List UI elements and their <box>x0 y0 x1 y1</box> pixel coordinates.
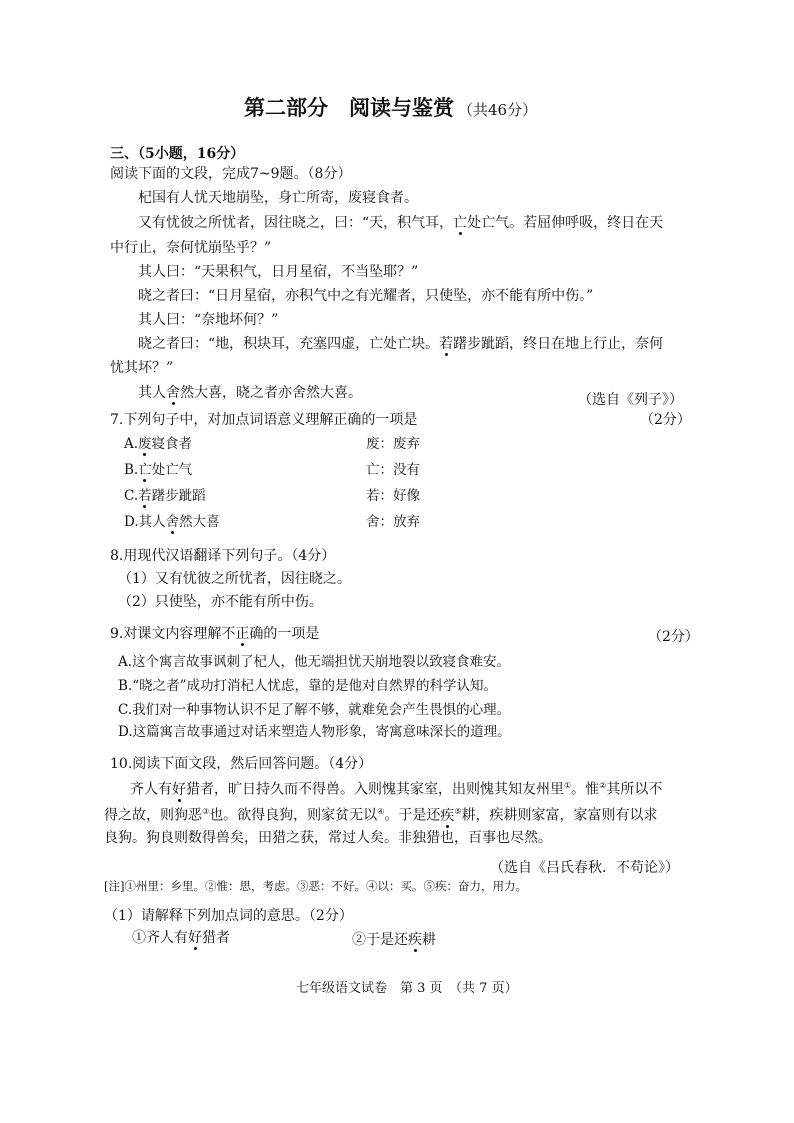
passage1-line2-a: 又有忧彼之所忧者，因往晓之，曰：“天，积气耳， <box>138 215 454 231</box>
q10-passage-line3: 良狗。狗良则数得兽矣，田猎之获，常过人矣。非独猎也，百事也尽然。 <box>104 830 552 846</box>
dotted-word: 疾 <box>408 932 422 948</box>
q7-stem: 7.下列句子中，对加点词语意义理解正确的一项是 <box>110 412 418 428</box>
note-marker: ④ <box>377 807 385 816</box>
dotted-word: 好 <box>172 781 186 798</box>
page-title-text: 第二部分 阅读与鉴赏 <box>244 95 454 120</box>
dotted-word: 若 <box>138 488 152 504</box>
q10-p1-a: 齐人有 <box>130 781 172 798</box>
q7-option-c <box>124 486 206 506</box>
passage1-line7 <box>138 334 663 354</box>
passage1-line7-a: 晓之者曰：“地，积块耳，充塞四虚，亡处亡块。 <box>138 336 440 352</box>
q10-passage-line1 <box>130 776 662 800</box>
q10-p1-c: 。惟 <box>571 781 600 798</box>
dotted-word: 舍 <box>165 514 180 530</box>
passage1-source: （选自《列子》） <box>578 392 683 408</box>
passage1-line9 <box>138 383 362 403</box>
page-footer: 七年级语文试卷 第 3 页 （共 7 页） <box>296 981 518 996</box>
q10-source: （选自《吕氏春秋．不苟论》） <box>490 860 679 876</box>
q10-p2-a: 得之故，则狗恶 <box>104 807 202 824</box>
passage1-line8: 忧其坏？” <box>110 360 174 376</box>
dotted-word: 疾 <box>440 807 455 824</box>
passage1-line9-b: 然大喜，晓之者亦舍然大喜。 <box>180 385 362 401</box>
option-text: 躇步跐蹈 <box>151 488 206 504</box>
dotted-word: 废 <box>138 436 152 452</box>
section-instruction: 阅读下面的文段，完成7~9题。（8分） <box>110 166 352 182</box>
note-marker: ③ <box>202 807 210 816</box>
q7-option-d <box>124 512 220 532</box>
q7-option-b <box>124 460 192 480</box>
q10-item-1 <box>132 928 230 948</box>
item-text: ②于是还 <box>352 932 408 948</box>
q8-stem: 8.用现代汉语翻译下列句子。（4分） <box>110 548 336 564</box>
q10-p2-b: 也。欲得良狗，则家贫无以 <box>209 807 378 824</box>
passage1-line2 <box>138 213 663 233</box>
q7-option-a <box>124 434 192 454</box>
q10-sub-question: （1）请解释下列加点词的意思。（2分） <box>104 908 353 924</box>
option-label: D.其人 <box>124 514 166 530</box>
page-title-score: （共46分） <box>458 101 538 119</box>
dotted-word: 好 <box>188 930 202 946</box>
item-text: 猎者 <box>202 930 230 946</box>
q9-score: （2分） <box>648 629 699 645</box>
passage1-line2-b: 处亡气。若屈伸呼吸，终日在天 <box>467 215 664 231</box>
passage1-line7-b: 躇步跐蹈，终日在地上行止，奈何 <box>453 336 664 352</box>
section-heading: 三、（5小题，16分） <box>110 146 245 162</box>
q10-p2-c: 。于是还 <box>384 807 441 824</box>
q7-gloss-d: 舍：放弃 <box>366 514 420 530</box>
q7-gloss-b: 亡：没有 <box>366 462 420 478</box>
q8-sentence-1: （1）又有忧彼之所忧者，因往晓之。 <box>118 571 351 587</box>
q9-stem-b: 的一项是 <box>263 626 320 642</box>
q7-gloss-c: 若：好像 <box>366 488 420 504</box>
passage1-line1: 杞国有人忧天地崩坠，身亡所寄，废寝食者。 <box>138 190 418 206</box>
q7-score: （2分） <box>640 412 691 428</box>
passage1-line9-a: 其人 <box>138 385 166 401</box>
passage1-line6: 其人曰：“奈地坏何？” <box>138 312 279 328</box>
dotted-word: 不正确 <box>221 626 264 642</box>
passage1-line3: 中行止，奈何忧崩坠乎？” <box>110 240 272 256</box>
q9-option-d: D.这篇寓言故事通过对话来塑造人物形象，寄寓意味深长的道理。 <box>118 724 511 740</box>
q9-stem-a: 9.对课文内容理解 <box>110 626 222 642</box>
passage1-line5: 晓之者曰：“日月星宿，亦积气中之有光耀者，只使坠，亦不能有所中伤。” <box>138 288 594 304</box>
dotted-word: 亡 <box>453 215 468 231</box>
q10-item-2 <box>352 930 436 950</box>
q9-stem <box>110 624 319 644</box>
option-label: A. <box>124 436 139 452</box>
dotted-word: 若 <box>439 336 454 352</box>
q9-option-b: B.“晓之者”成功打消杞人忧虑，靠的是他对自然界的科学认知。 <box>118 678 498 694</box>
q10-p2-d: 耕，疾耕则家富，家富则有以求 <box>461 807 658 824</box>
passage1-line4: 其人曰：“天果积气，日月星宿，不当坠耶？” <box>138 264 419 280</box>
q9-option-a: A.这个寓言故事讽刺了杞人，他无端担忧天崩地裂以致寝食难安。 <box>118 654 511 670</box>
note-marker: ① <box>564 781 572 790</box>
option-label: B. <box>124 462 139 478</box>
option-text: 寝食者 <box>151 436 193 452</box>
note-marker: ⑤ <box>454 807 462 816</box>
dotted-word: 舍 <box>166 385 180 401</box>
item-text: 耕 <box>422 932 436 948</box>
q10-p1-b: 猎者，旷日持久而不得兽。入则愧其家室，出则愧其知友州里 <box>186 781 564 798</box>
q7-gloss-a: 废：废弃 <box>366 436 420 452</box>
option-text: 然大喜 <box>179 514 220 530</box>
q10-p1-d: 其所以不 <box>606 781 663 798</box>
page-title <box>244 94 537 124</box>
q10-passage-line2 <box>104 802 658 826</box>
q8-sentence-2: （2）只使坠，亦不能有所中伤。 <box>118 594 323 610</box>
item-text: ①齐人有 <box>132 930 188 946</box>
note-marker: ② <box>599 781 607 790</box>
q9-option-c: C.我们对一种事物认识不足了解不够，就难免会产生畏惧的心理。 <box>118 702 511 718</box>
q10-note: [注]①州里：乡里。②惟：思，考虑。③恶：不好。④以：买。⑤疾：奋力，用力。 <box>104 879 527 893</box>
dotted-word: 亡 <box>138 462 152 478</box>
option-label: C. <box>124 488 139 504</box>
q10-stem: 10.阅读下面文段，然后回答问题。（4分） <box>110 756 373 772</box>
option-text: 处亡气 <box>151 462 193 478</box>
